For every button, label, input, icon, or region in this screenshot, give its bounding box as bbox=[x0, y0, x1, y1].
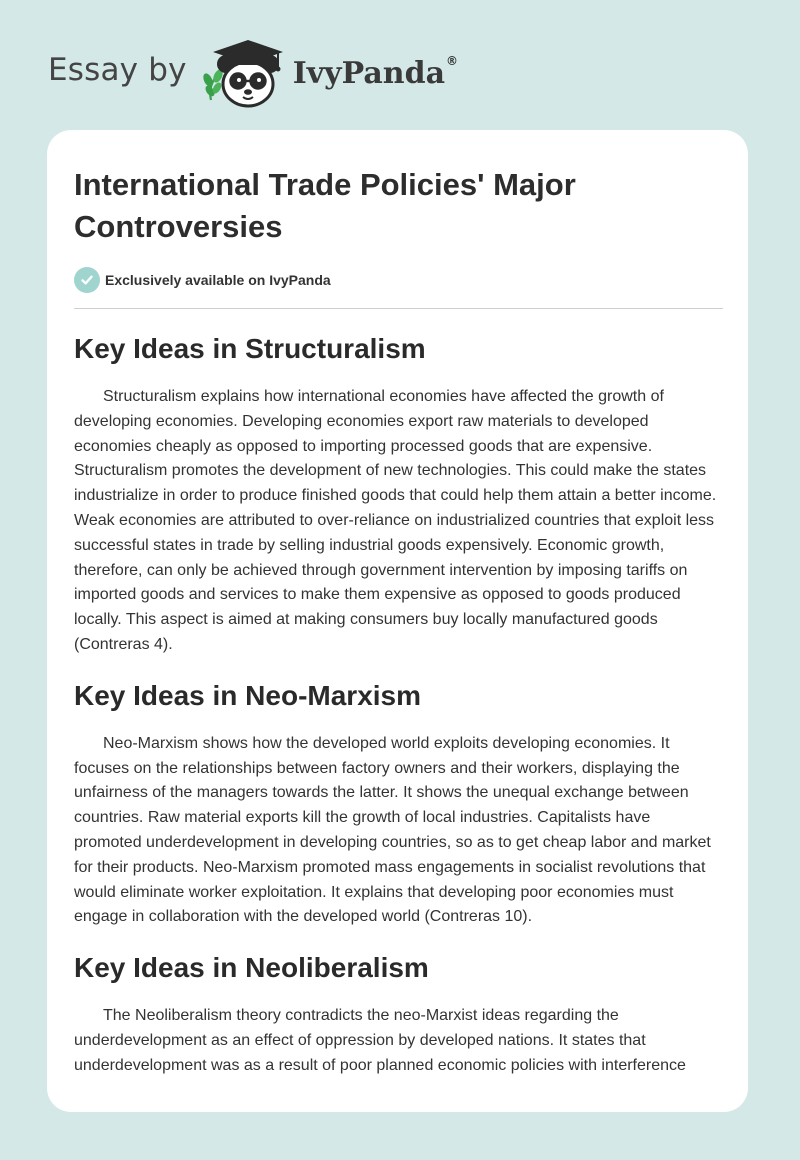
check-icon bbox=[74, 267, 100, 293]
section-body-neoliberalism: The Neoliberalism theory contradicts the neo-Marxist ideas regarding the underdevelopment as an effect of oppression by developed nations. It states that underdevelopment was as a result of poor planned economic policies with interference bbox=[74, 1007, 686, 1074]
essay-card bbox=[47, 130, 748, 1112]
section-body-neo-marxism: Neo-Marxism shows how the developed world exploits developing economies. It focuses on the relationships between factory owners and their workers, displaying the unfairness of the managers towards the latter. It shows the unequal exchange between countries. Raw material exports kill the growth of local industries. Capitalists have promoted underdevelopment in developing countries, so as to get cheap labor and market for their products. Neo-Marxism promoted mass engagements in socialist revolutions that would eliminate worker exploitation. It explains that developing poor economies must engage in collaboration with the developed world (Contreras 10). bbox=[74, 734, 711, 926]
panda-mascot-icon bbox=[199, 34, 291, 110]
divider bbox=[74, 308, 723, 309]
section-body-structuralism: Structuralism explains how international economies have affected the growth of developing economies. Developing economies export raw materials to developed economies cheaply as opposed to importing processed goods that are expensive. Structuralism promotes the development of new technologies. This could make the states industrialize in order to produce finished goods that could help them attain a better income. Weak economies are attributed to over-reliance on industrialized countries that exploit less successful states in trade by selling industrial goods expensively. Economic growth, therefore, can only be achieved through government intervention by imposing tariffs on imported goods and services to make them expensive as opposed to goods produced locally. This aspect is aimed at making consumers buy locally manufactured goods (Contreras 4). bbox=[74, 388, 717, 653]
brand-name: IvyPanda bbox=[292, 55, 446, 91]
section-heading-neoliberalism: Key Ideas in Neoliberalism bbox=[74, 952, 429, 984]
essay-title: International Trade Policies' Major Controversies bbox=[74, 167, 576, 244]
brand-prefix: Essay by bbox=[48, 52, 187, 88]
registered-mark: ® bbox=[446, 54, 459, 68]
brand-logo[interactable] bbox=[48, 34, 458, 110]
exclusive-badge bbox=[74, 267, 721, 293]
section-heading-structuralism: Key Ideas in Structuralism bbox=[74, 333, 426, 364]
exclusive-label: Exclusively available on IvyPanda bbox=[105, 272, 331, 288]
leaf-icon bbox=[201, 68, 224, 100]
section-heading-neo-marxism: Key Ideas in Neo-Marxism bbox=[74, 679, 422, 711]
